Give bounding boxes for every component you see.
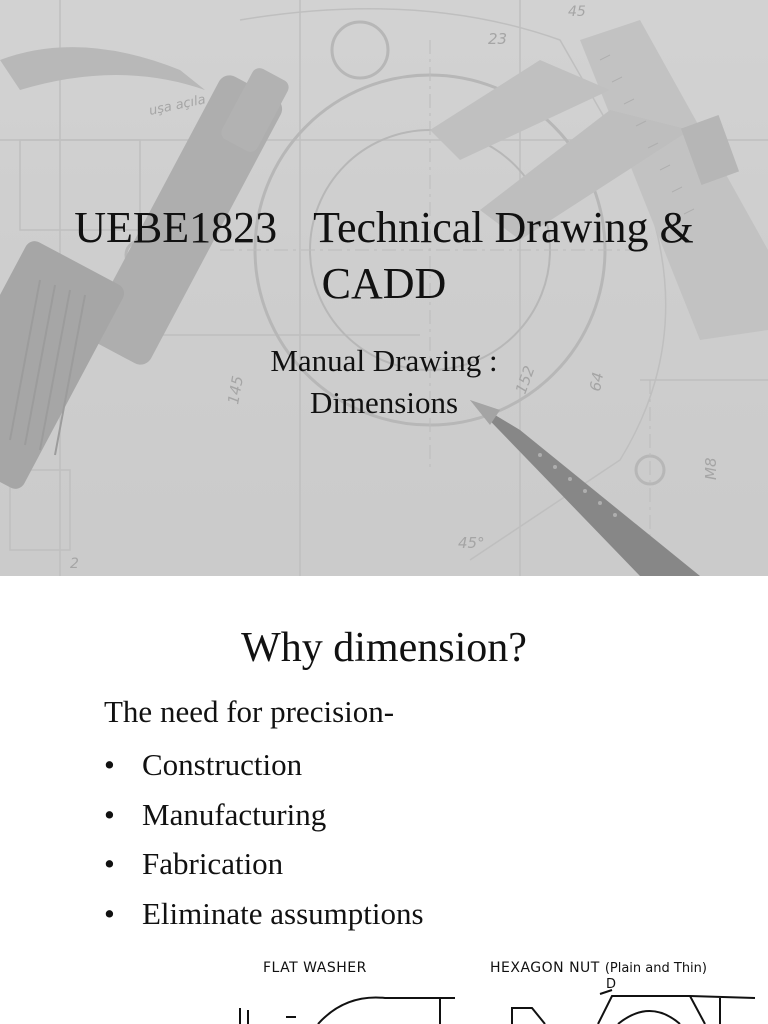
dimension-letter: D [606, 977, 617, 992]
content-slide [0, 576, 768, 1024]
hexagon-nut-title: HEXAGON NUT [490, 960, 600, 976]
bullet-text: Fabrication [142, 846, 284, 881]
subtitle-line-2: Dimensions [309, 385, 459, 420]
course-name: Technical Drawing & [313, 203, 694, 252]
hexagon-nut-note: (Plain and Thin) [604, 961, 707, 976]
nut-side-view [512, 1008, 545, 1024]
title-line-2: CADD [321, 259, 447, 308]
dim-2: 2 [70, 556, 79, 572]
list-item [104, 889, 424, 939]
bullet-text: Manufacturing [142, 796, 327, 832]
caliper-engraving: uşa açıla [147, 92, 207, 119]
slide-title [0, 200, 768, 312]
dim-45-top: 45 [568, 4, 586, 20]
nut-dimension-line [690, 996, 755, 998]
dim-145: 145 [224, 374, 247, 406]
course-code: UEBE1823 [74, 203, 278, 252]
bullet-marker: • [104, 895, 115, 931]
bullet-text: Construction [142, 747, 303, 782]
nut-arc [618, 1011, 680, 1024]
lead-text: The need for precision- [104, 694, 395, 729]
dim-152: 152 [511, 363, 539, 397]
fastener-figures [0, 968, 768, 1024]
dim-64: 64 [586, 370, 608, 393]
slide-heading: Why dimension? [241, 625, 527, 671]
bullet-text: Eliminate assumptions [142, 895, 424, 931]
flat-washer-label: FLAT WASHER [263, 960, 367, 976]
list-item [104, 839, 424, 889]
list-item [104, 740, 424, 790]
dim-m8: M8 [702, 457, 720, 480]
list-item [104, 790, 424, 840]
slide-subtitle [0, 340, 768, 424]
bullet-marker: • [104, 796, 115, 832]
bullet-marker: • [104, 747, 115, 782]
subtitle-line-1: Manual Drawing : [270, 343, 498, 378]
bullet-marker: • [104, 846, 115, 881]
dim-45-bottom: 45° [458, 534, 485, 552]
washer-outline [318, 998, 455, 1024]
nut-top-view [598, 996, 705, 1024]
bullet-list [104, 740, 424, 938]
dim-23: 23 [488, 30, 508, 48]
